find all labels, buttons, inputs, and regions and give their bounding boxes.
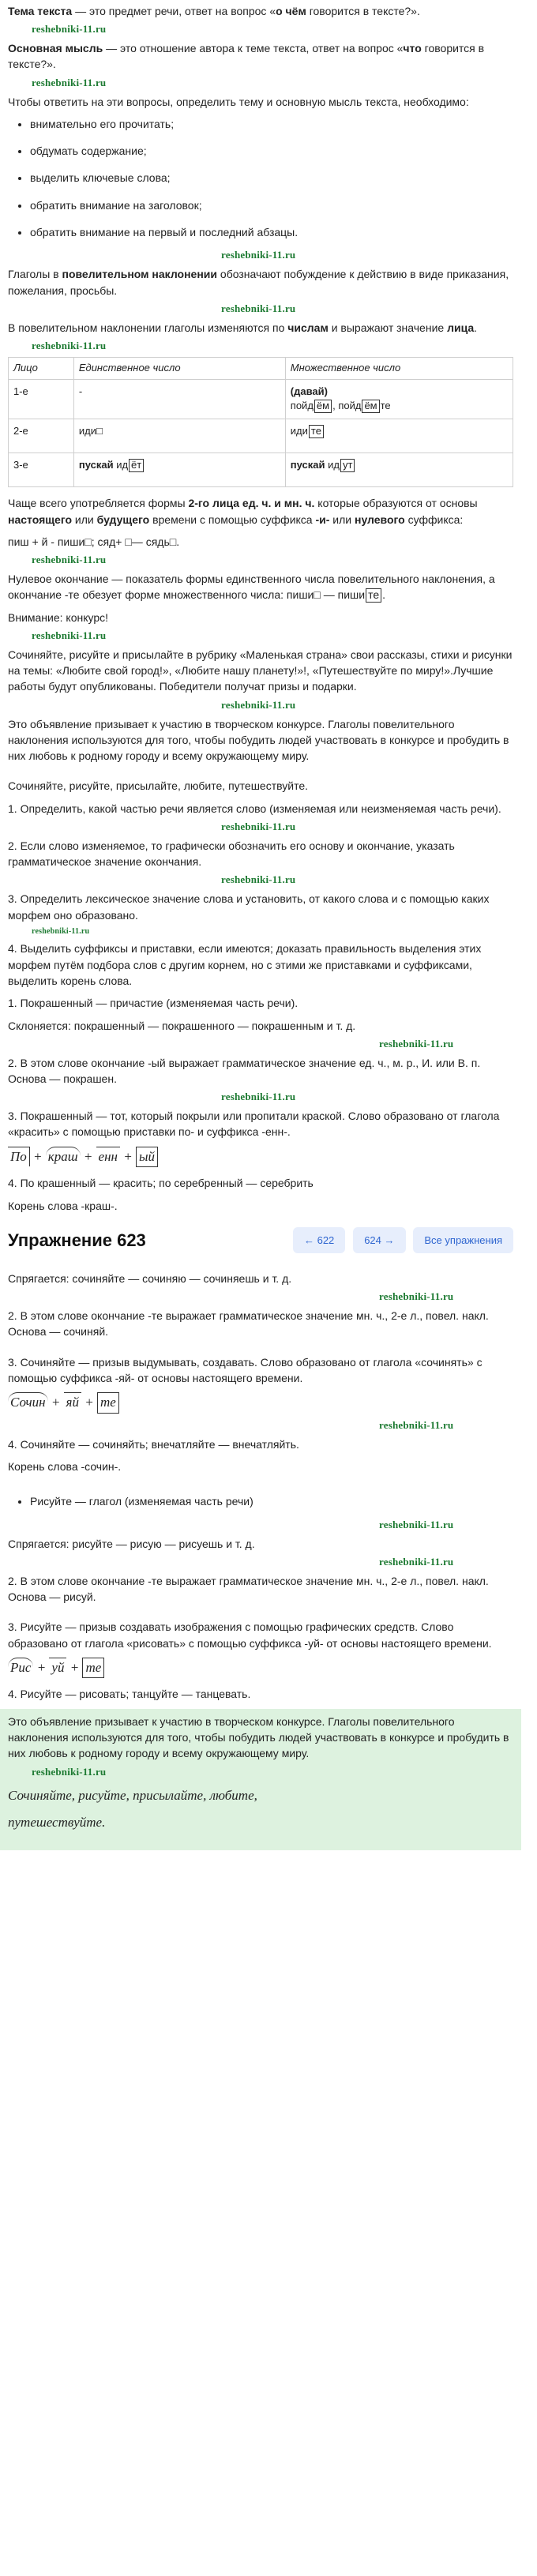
table-cell: иди те <box>285 419 513 453</box>
prev-exercise-button[interactable]: ← 622 <box>293 1227 345 1253</box>
table-cell: иди□ <box>73 419 285 453</box>
watermark: reshebniki-11.ru <box>379 1518 454 1530</box>
table-header-row <box>9 357 513 379</box>
analysis-example: Склоняется: покрашенный — покрашенного — покрашенным и т. д. <box>8 1019 356 1032</box>
exercise-text: Спрягается: сочиняйте — сочиняю — сочиняешь и т. д. <box>8 1271 292 1285</box>
exercise-title: Упражнение 623 <box>8 1230 146 1251</box>
imperative-definition: Глаголы в повелительном наклонении обозначают побуждение к действию в виде приказания, пожелания, просьбы. <box>8 268 509 297</box>
analysis-example: Корень слова -краш-. <box>8 1199 118 1212</box>
table-cell: пускай ид ёт <box>73 453 285 487</box>
zero-ending-paragraph: Нулевое окончание — показатель формы единственного числа повелительного наклонения, а окончание -те обезует форме множественного числа: пиши□ — пиши те . <box>8 573 495 602</box>
morpheme-scheme: Рис + уй + те <box>8 1658 513 1679</box>
table-cell: 1-е <box>9 379 74 419</box>
answer-text: Это объявление призывает к участию в творческом конкурсе. Глаголы повелительного наклонения используются для того, чтобы побудить людей участвовать в конкурсе и пробудить в них любовь к родному городу и всему окружающему миру. <box>8 1714 509 1760</box>
analysis-step: 4. Выделить суффиксы и приставки, если имеются; доказать правильность выделения этих морфем путём подбора слов с другим корнем, но с этими же приставками и суффиксами, выделить корень слова. <box>8 942 482 987</box>
watermark: reshebniki-11.ru <box>32 76 107 88</box>
exercise-text: 3. Сочиняйте — призыв выдумывать, создавать. Слово образовано от глагола «сочинять» с помощью суффикса -яй- от основы настоящего времени. <box>8 1355 483 1384</box>
table-cell: 3-е <box>9 453 74 487</box>
table-cell: пускай ид ут <box>285 453 513 487</box>
watermark: reshebniki-11.ru <box>32 1765 107 1778</box>
topic-definition: Тема текста — это предмет речи, ответ на вопрос «о чём говорится в тексте?». <box>8 5 420 17</box>
table-header: Множественное число <box>285 357 513 379</box>
analysis-example: 3. Покрашенный — тот, который покрыли или пропитали краской. Слово образовано от глагола «красить» с помощью приставки по- и суффикса -енн-. <box>8 1110 500 1139</box>
list-item: • обратить внимание на заголовок; <box>30 197 513 213</box>
watermark: reshebniki-11.ru <box>221 820 296 832</box>
list-item: • выделить ключевые слова; <box>30 170 513 186</box>
watermark: reshebniki-11.ru <box>32 554 107 566</box>
table-cell: 2-е <box>9 419 74 453</box>
next-exercise-button[interactable]: 624 → <box>353 1227 405 1253</box>
morpheme-scheme: По + краш + енн + ый <box>8 1147 513 1168</box>
exercise-text: 4. Сочиняйте — сочиняйть; внечатляйте — внечатляйть. <box>8 1437 299 1451</box>
nav-buttons <box>288 1227 513 1253</box>
list-item: • внимательно его прочитать; <box>30 116 513 132</box>
analysis-step: 1. Определить, какой частью речи является слово (изменяемая или неизменяемая часть речи). <box>8 802 501 815</box>
imperative-change: В повелительном наклонении глаголы изменяются по числам и выражают значение лица. <box>8 321 478 334</box>
table-cell: - <box>73 379 285 419</box>
steps-list <box>8 116 513 240</box>
watermark: reshebniki-11.ru <box>221 1091 296 1103</box>
watermark: reshebniki-11.ru <box>379 1037 454 1050</box>
watermark: reshebniki-11.ru <box>221 873 296 886</box>
table-row <box>9 419 513 453</box>
watermark: reshebniki-11.ru <box>379 1555 454 1568</box>
analysis-example: 4. По крашенный — красить; по серебренный — серебрить <box>8 1177 314 1190</box>
forms-paragraph: Чаще всего употребляется формы 2-го лица ед. ч. и мн. ч. которые образуются от основы настоящего или будущего времени с помощью суффикса -и- или нулевого суффикса: <box>8 497 478 526</box>
answer-words: путешествуйте. <box>8 1815 106 1831</box>
table-header: Лицо <box>9 357 74 379</box>
watermark: reshebniki-11.ru <box>379 1418 454 1431</box>
answer-words: Сочиняйте, рисуйте, присылайте, любите, <box>8 1787 257 1803</box>
contest-explanation: Это объявление призывает к участию в творческом конкурсе. Глаголы повелительного наклонения используются для того, чтобы побудить людей участвовать в конкурсе и пробудить в них любовь к родному городу и всему окружающему миру. <box>8 717 509 763</box>
main-idea-definition: Основная мысль — это отношение автора к теме текста, ответ на вопрос «что говорится в тексте?». <box>8 42 485 71</box>
watermark: reshebniki-11.ru <box>32 629 107 641</box>
analysis-example: 1. Покрашенный — причастие (изменяемая часть речи). <box>8 997 299 1010</box>
list-item: • обратить внимание на первый и последний абзацы. <box>30 224 513 240</box>
contest-text: Сочиняйте, рисуйте и присылайте в рубрику «Маленькая страна» свои рассказы, стихи и рисунки на темы: «Любите свой город!», «Любите нашу планету!»!, «Путешествуйте по миру!».Лучшие работы будут опубликованы. Победители получат призы и подарки. <box>8 648 513 693</box>
analysis-step: 3. Определить лексическое значение слова и установить, от какого слова и с помощью каких морфем оно образовано. <box>8 892 490 922</box>
formula: пиш + й - пиши□; сяд+ □— сядь□. <box>8 535 180 548</box>
table-row <box>9 453 513 487</box>
contest-title: Внимание: конкурс! <box>8 610 109 624</box>
table-cell: (давай) пойд ём , пойд ём те <box>285 379 513 419</box>
table-row <box>9 379 513 419</box>
table-header: Единственное число <box>73 357 285 379</box>
exercise-text: Спрягается: рисуйте — рисую — рисуешь и т. д. <box>8 1537 255 1550</box>
exercise-text: 3. Рисуйте — призыв создавать изображения с помощью графических средств. Слово образовано от глагола «рисовать» с помощью суффикса -уй- от основы настоящего времени. <box>8 1620 492 1650</box>
list-item: • Рисуйте — глагол (изменяемая часть речи) <box>30 1493 513 1509</box>
watermark: reshebniki-11.ru <box>32 339 107 351</box>
exercise-text: Корень слова -сочин-. <box>8 1460 122 1474</box>
contest-verbs: Сочиняйте, рисуйте, присылайте, любите, путешествуйте. <box>8 779 309 793</box>
watermark: reshebniki-11.ru <box>32 23 107 36</box>
morpheme-scheme: Сочин + яй + те <box>8 1392 513 1414</box>
analysis-example: 2. В этом слове окончание -ый выражает грамматическое значение ед. ч., м. р., И. или В. п. Основа — покрашен. <box>8 1056 481 1085</box>
list-item: • обдумать содержание; <box>30 143 513 159</box>
watermark: reshebniki-11.ru <box>379 1290 454 1303</box>
exercise-text: 2. В этом слове окончание -те выражает грамматическое значение мн. ч., 2-е л., повел. накл. Основа — сочиняй. <box>8 1309 489 1339</box>
watermark: reshebniki-11.ru <box>221 249 296 261</box>
exercise-nav-bar <box>8 1225 513 1256</box>
steps-intro: Чтобы ответить на эти вопросы, определить тему и основную мысль текста, необходимо: <box>8 95 469 108</box>
exercise-text: 4. Рисуйте — рисовать; танцуйте — танцевать. <box>8 1688 251 1701</box>
analysis-step: 2. Если слово изменяемое, то графически обозначить его основу и окончание, указать грамматическое значение окончания. <box>8 839 455 869</box>
watermark: reshebniki-11.ru <box>221 302 296 314</box>
watermark: reshebniki-11.ru <box>221 698 296 711</box>
answer-highlight <box>0 1709 521 1850</box>
exercise-text: 2. В этом слове окончание -те выражает грамматическое значение мн. ч., 2-е л., повел. накл. Основа — рисуй. <box>8 1574 489 1603</box>
watermark: reshebniki-11.ru <box>32 926 90 936</box>
all-exercises-button[interactable]: Все упражнения <box>413 1227 513 1253</box>
exercise-list <box>8 1493 513 1509</box>
person-table <box>8 357 513 488</box>
